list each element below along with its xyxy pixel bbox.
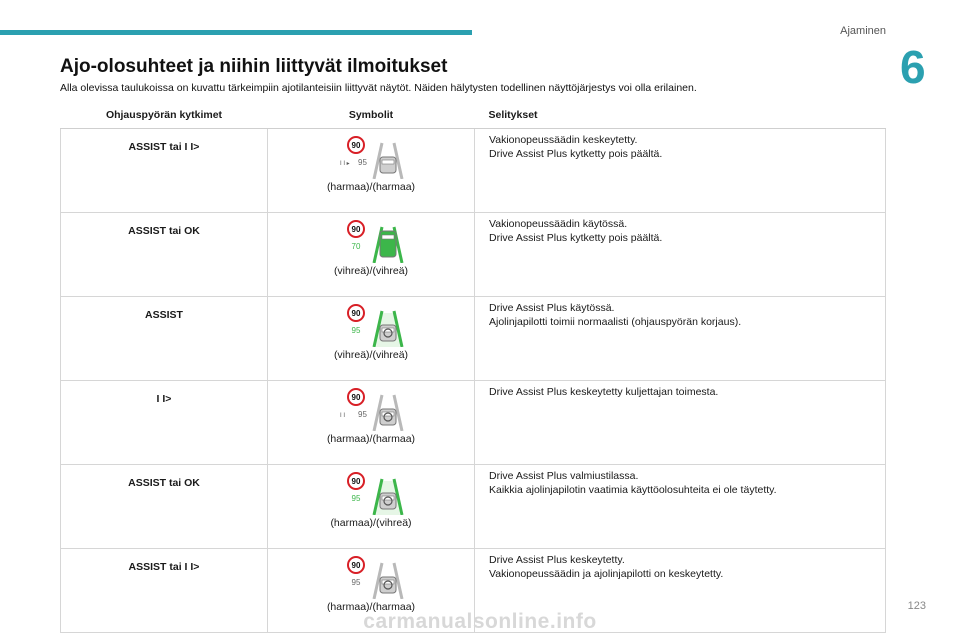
header-symbols: Symbolit xyxy=(268,102,475,129)
explanation-line-2: Ajolinjapilotti toimii normaalisti (ohjauspyörän korjaus). xyxy=(489,316,742,328)
symbol-cell xyxy=(268,381,475,465)
switch-label: ASSIST tai OK xyxy=(128,225,200,237)
explanation-cell xyxy=(475,129,886,213)
drive-assist-icon xyxy=(336,471,406,515)
switch-label: ASSIST tai I I> xyxy=(128,141,200,153)
speed-limit-value: 90 xyxy=(351,309,361,318)
status-prefix: I I xyxy=(340,413,346,419)
header-explanations: Selitykset xyxy=(475,102,886,129)
chapter-number: 6 xyxy=(900,41,926,93)
symbol-caption: (harmaa)/(harmaa) xyxy=(326,433,416,445)
explanation-line-2: Drive Assist Plus kytketty pois päältä. xyxy=(489,232,663,244)
switch-cell xyxy=(61,297,268,381)
speed-limit-value: 90 xyxy=(351,477,361,486)
symbol-cell xyxy=(268,297,475,381)
symbol-caption: (harmaa)/(harmaa) xyxy=(326,601,416,613)
switch-label: ASSIST xyxy=(145,309,183,321)
drive-assist-icon xyxy=(336,303,406,347)
explanation-cell xyxy=(475,213,886,297)
symbol-cell xyxy=(268,465,475,549)
table-row xyxy=(61,465,886,549)
switch-cell xyxy=(61,381,268,465)
switch-cell xyxy=(61,129,268,213)
set-speed-value: 95 xyxy=(351,326,361,335)
explanation-line-1: Drive Assist Plus käytössä. xyxy=(489,302,615,314)
section-label: Ajaminen xyxy=(840,25,886,37)
switch-label: ASSIST tai I I> xyxy=(128,561,200,573)
switch-cell xyxy=(61,465,268,549)
explanation-line-1: Drive Assist Plus valmiustilassa. xyxy=(489,470,639,482)
symbol-caption: (vihreä)/(vihreä) xyxy=(333,265,409,277)
speed-limit-value: 90 xyxy=(351,225,361,234)
explanation-cell xyxy=(475,297,886,381)
explanation-line-1: Vakionopeussäädin keskeytetty. xyxy=(489,134,638,146)
set-speed-value: 95 xyxy=(358,410,367,419)
drive-assist-icon xyxy=(336,387,406,431)
switch-label: I I> xyxy=(156,393,172,405)
table-row xyxy=(61,213,886,297)
page-title: Ajo-olosuhteet ja niihin liittyvät ilmoitukset xyxy=(60,56,448,77)
intro-text: Alla olevissa taulukoissa on kuvattu tärkeimpiin ajotilanteisiin liittyvät näytöt. Näiden hälytysten todellinen näyttöjärjestys voi olla erilainen. xyxy=(60,82,697,94)
situations-table xyxy=(60,102,886,633)
set-speed-value: 70 xyxy=(351,242,361,251)
drive-assist-icon xyxy=(336,219,406,263)
table-row xyxy=(61,297,886,381)
explanation-line-2: Vakionopeussäädin ja ajolinjapilotti on keskeytetty. xyxy=(489,568,724,580)
explanation-cell xyxy=(475,381,886,465)
set-speed-value: 95 xyxy=(358,158,367,167)
footer-watermark: carmanualsonline.info xyxy=(363,610,597,633)
header-switches: Ohjauspyörän kytkimet xyxy=(61,102,268,129)
top-accent-bar xyxy=(0,30,472,35)
page-number: 123 xyxy=(907,600,926,612)
table-row xyxy=(61,381,886,465)
symbol-caption: (harmaa)/(vihreä) xyxy=(330,517,412,529)
symbol-caption: (vihreä)/(vihreä) xyxy=(333,349,409,361)
symbol-caption: (harmaa)/(harmaa) xyxy=(326,181,416,193)
symbol-cell xyxy=(268,213,475,297)
explanation-line-1: Drive Assist Plus keskeytetty kuljettajan toimesta. xyxy=(489,386,719,398)
explanation-line-1: Vakionopeussäädin käytössä. xyxy=(489,218,628,230)
explanation-line-2: Drive Assist Plus kytketty pois päältä. xyxy=(489,148,663,160)
speed-limit-value: 90 xyxy=(351,141,361,150)
drive-assist-icon xyxy=(336,555,406,599)
table-row xyxy=(61,129,886,213)
drive-assist-icon xyxy=(336,135,406,179)
symbol-cell xyxy=(268,129,475,213)
explanation-line-1: Drive Assist Plus keskeytetty. xyxy=(489,554,625,566)
set-speed-value: 95 xyxy=(351,494,361,503)
speed-limit-value: 90 xyxy=(351,393,361,402)
explanation-cell xyxy=(475,465,886,549)
switch-cell xyxy=(61,213,268,297)
set-speed-value: 95 xyxy=(351,578,361,587)
table-header-row xyxy=(61,102,886,129)
status-prefix: I I ▸ xyxy=(340,161,350,167)
switch-label: ASSIST tai OK xyxy=(128,477,200,489)
explanation-line-2: Kaikkia ajolinjapilotin vaatimia käyttöolosuhteita ei ole täytetty. xyxy=(489,484,777,496)
speed-limit-value: 90 xyxy=(351,561,361,570)
